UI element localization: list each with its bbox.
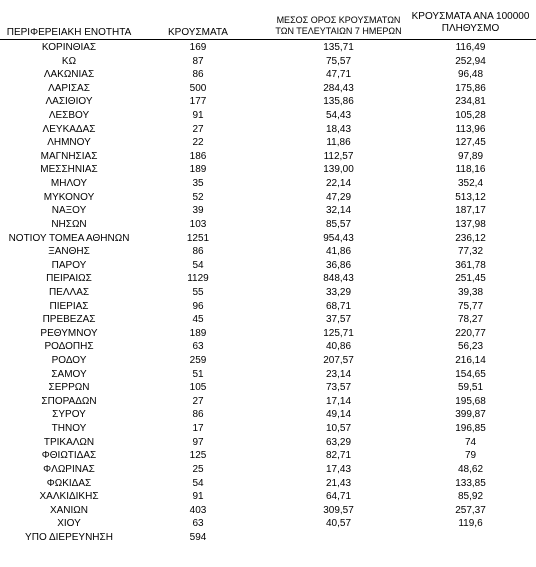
cell-cases: 594	[189, 531, 207, 543]
table-row	[0, 463, 536, 477]
cell-7day-average: 54,43	[325, 110, 352, 122]
cell-7day-average: 85,57	[325, 218, 352, 230]
table-row	[0, 313, 536, 327]
cell-region: ΧΑΝΙΩΝ	[49, 504, 89, 516]
cell-cases-per-100k: 78,27	[457, 314, 484, 326]
cell-region: ΣΑΜΟΥ	[51, 368, 87, 380]
cell-region: ΚΩ	[61, 55, 77, 67]
cell-region: ΤΗΝΟΥ	[51, 423, 87, 435]
table-row	[0, 259, 536, 273]
cell-cases-per-100k: 133,85	[455, 477, 486, 489]
cell-cases: 35	[192, 178, 204, 190]
header-7day-average-line1: ΜΕΣΟΣ ΟΡΟΣ ΚΡΟΥΣΜΑΤΩΝ	[276, 15, 401, 25]
cell-region: ΦΛΩΡΙΝΑΣ	[43, 463, 95, 475]
table-row	[0, 136, 536, 150]
cell-7day-average: 63,29	[325, 436, 352, 448]
table-row	[0, 163, 536, 177]
cell-7day-average: 47,71	[325, 69, 352, 81]
cell-cases-per-100k: 196,85	[455, 423, 486, 435]
cell-cases-per-100k: 39,38	[457, 286, 484, 298]
cell-region: ΛΑΡΙΣΑΣ	[48, 82, 90, 94]
cell-7day-average: 125,71	[323, 327, 354, 339]
cell-region: ΥΠΟ ΔΙΕΡΕΥΝΗΣΗ	[25, 531, 113, 543]
cell-region: ΝΟΤΙΟΥ ΤΟΜΕΑ ΑΘΗΝΩΝ	[8, 232, 130, 244]
table-row	[0, 41, 536, 55]
cell-cases-per-100k: 251,45	[455, 273, 486, 285]
cell-7day-average: 10,57	[325, 423, 352, 435]
cell-cases: 27	[192, 395, 204, 407]
table-row	[0, 123, 536, 137]
table-row	[0, 477, 536, 491]
cell-cases-per-100k: 56,23	[457, 341, 484, 353]
cell-cases-per-100k: 59,51	[457, 382, 484, 394]
table-row	[0, 381, 536, 395]
cell-cases-per-100k: 513,12	[455, 191, 486, 203]
cell-cases: 91	[192, 110, 204, 122]
cell-cases: 17	[192, 423, 204, 435]
table-row	[0, 286, 536, 300]
cell-cases-per-100k: 105,28	[455, 110, 486, 122]
table-row	[0, 504, 536, 518]
cell-region: ΦΩΚΙΔΑΣ	[46, 477, 92, 489]
cell-region: ΠΙΕΡΙΑΣ	[49, 300, 89, 312]
cell-region: ΜΕΣΣΗΝΙΑΣ	[40, 164, 98, 176]
cell-cases: 86	[192, 246, 204, 258]
cell-cases-per-100k: 79	[464, 450, 477, 462]
cell-region: ΛΗΜΝΟΥ	[47, 137, 91, 149]
cell-region: ΞΑΝΘΗΣ	[48, 246, 90, 258]
header-cases-per-100k-line1: ΚΡΟΥΣΜΑΤΑ ΑΝΑ 100000	[411, 11, 530, 22]
cell-7day-average: 309,57	[323, 504, 354, 516]
cell-cases-per-100k: 137,98	[455, 218, 486, 230]
cell-region: ΣΠΟΡΑΔΩΝ	[41, 395, 97, 407]
table-row	[0, 422, 536, 436]
cell-cases-per-100k: 116,49	[455, 42, 486, 53]
cell-7day-average: 135,71	[323, 42, 354, 53]
cell-cases: 39	[192, 205, 204, 217]
cell-cases: 25	[192, 463, 204, 475]
cell-cases-per-100k: 127,45	[455, 137, 486, 149]
table-row	[0, 68, 536, 82]
cell-region: ΦΘΙΩΤΙΔΑΣ	[41, 450, 97, 462]
cell-region: ΛΕΥΚΑΔΑΣ	[42, 123, 96, 135]
cell-region: ΠΕΙΡΑΙΩΣ	[46, 273, 92, 285]
cell-7day-average: 17,14	[325, 395, 352, 407]
cell-cases-per-100k: 234,81	[455, 96, 486, 108]
cell-7day-average: 82,71	[325, 450, 352, 462]
cell-region: ΤΡΙΚΑΛΩΝ	[43, 436, 95, 448]
cell-7day-average: 40,86	[325, 341, 352, 353]
cell-cases-per-100k: 119,6	[458, 518, 483, 530]
cell-7day-average: 40,57	[325, 518, 352, 530]
cell-region: ΠΑΡΟΥ	[51, 259, 87, 271]
header-7day-average	[272, 15, 405, 37]
cell-cases-per-100k: 195,68	[455, 395, 486, 407]
table-body	[0, 41, 536, 545]
cell-cases-per-100k: 352,4	[457, 178, 484, 190]
table-row	[0, 232, 536, 246]
cell-cases: 27	[192, 123, 204, 135]
cell-region: ΛΑΚΩΝΙΑΣ	[43, 69, 95, 81]
cell-cases: 63	[192, 341, 204, 353]
table-row	[0, 204, 536, 218]
cell-7day-average: 64,71	[325, 491, 352, 503]
cell-7day-average: 18,43	[325, 123, 352, 135]
cell-cases: 1129	[187, 273, 209, 285]
cell-cases-per-100k: 399,87	[455, 409, 486, 421]
cell-cases-per-100k: 85,92	[457, 491, 484, 503]
cell-cases-per-100k: 220,77	[455, 327, 486, 339]
cell-cases: 54	[192, 259, 204, 271]
cell-cases: 189	[189, 327, 207, 339]
cell-7day-average: 73,57	[325, 382, 352, 394]
table-row	[0, 177, 536, 191]
cell-cases: 87	[192, 55, 204, 67]
cell-region: ΠΡΕΒΕΖΑΣ	[42, 314, 96, 326]
cell-region: ΜΗΛΟΥ	[50, 178, 88, 190]
cell-cases: 52	[192, 191, 204, 203]
cell-cases-per-100k: 113,96	[455, 123, 486, 135]
cell-7day-average: 68,71	[325, 300, 352, 312]
header-region: ΠΕΡΙΦΕΡΕΙΑΚΗ ΕΝΟΤΗΤΑ	[6, 27, 132, 38]
cell-7day-average: 112,57	[323, 150, 354, 162]
cell-cases: 63	[192, 518, 204, 530]
table-row	[0, 95, 536, 109]
cell-cases-per-100k: 74	[464, 436, 477, 448]
cell-cases: 103	[189, 218, 207, 230]
table-row	[0, 300, 536, 314]
header-underline	[0, 39, 536, 40]
cell-region: ΣΕΡΡΩΝ	[48, 382, 90, 394]
cell-7day-average: 954,43	[323, 232, 354, 244]
table-row	[0, 150, 536, 164]
cell-7day-average: 33,29	[325, 286, 352, 298]
table-row	[0, 395, 536, 409]
cell-region: ΠΕΛΛΑΣ	[48, 286, 90, 298]
cell-cases: 177	[189, 96, 207, 108]
cell-cases: 125	[189, 450, 207, 462]
cell-region: ΚΟΡΙΝΘΙΑΣ	[41, 42, 97, 53]
cell-7day-average: 36,86	[325, 259, 352, 271]
cell-7day-average: 49,14	[325, 409, 352, 421]
table-row	[0, 531, 536, 545]
cell-region: ΛΕΣΒΟΥ	[48, 110, 90, 122]
table-row	[0, 218, 536, 232]
header-cases: ΚΡΟΥΣΜΑΤΑ	[168, 27, 228, 38]
table-row	[0, 82, 536, 96]
cell-cases-per-100k: 252,94	[455, 55, 486, 67]
cell-region: ΧΙΟΥ	[57, 518, 81, 530]
table-row	[0, 272, 536, 286]
table-row	[0, 191, 536, 205]
header-7day-average-line2: ΤΩΝ ΤΕΛΕΥΤΑΙΩΝ 7 ΗΜΕΡΩΝ	[275, 26, 402, 36]
cell-cases-per-100k: 236,12	[455, 232, 486, 244]
cell-cases-per-100k: 154,65	[455, 368, 486, 380]
cell-7day-average: 22,14	[325, 178, 352, 190]
cell-cases: 1251	[186, 232, 210, 244]
table-row	[0, 245, 536, 259]
table-row	[0, 368, 536, 382]
cell-cases: 86	[192, 69, 204, 81]
cell-cases: 54	[192, 477, 204, 489]
cell-7day-average: 848,43	[323, 273, 354, 285]
cell-7day-average: 37,57	[325, 314, 352, 326]
cell-cases: 96	[192, 300, 204, 312]
cell-7day-average: 23,14	[325, 368, 352, 380]
cell-cases-per-100k: 96,48	[457, 69, 484, 81]
cell-cases-per-100k: 75,77	[457, 300, 484, 312]
cell-cases-per-100k: 97,89	[457, 150, 484, 162]
header-cases-per-100k-line2: ΠΛΗΘΥΣΜΟ	[441, 23, 500, 34]
cell-cases-per-100k: 175,86	[455, 82, 486, 94]
cell-region: ΡΕΘΥΜΝΟΥ	[40, 327, 98, 339]
cell-7day-average: 17,43	[325, 463, 352, 475]
cell-cases: 189	[189, 164, 207, 176]
cell-cases: 55	[192, 286, 204, 298]
cell-7day-average: 207,57	[323, 355, 354, 367]
cell-cases: 169	[189, 42, 207, 53]
cell-cases: 51	[192, 368, 204, 380]
table-row	[0, 55, 536, 69]
table-row	[0, 327, 536, 341]
cell-cases: 186	[189, 150, 207, 162]
table-row	[0, 408, 536, 422]
cell-region: ΛΑΣΙΘΙΟΥ	[45, 96, 93, 108]
cell-cases: 97	[192, 436, 204, 448]
cell-cases-per-100k: 257,37	[455, 504, 486, 516]
table-row	[0, 490, 536, 504]
cell-region: ΡΟΔΟΠΗΣ	[44, 341, 94, 353]
cell-cases: 500	[189, 82, 207, 94]
table-row	[0, 340, 536, 354]
cell-region: ΧΑΛΚΙΔΙΚΗΣ	[39, 491, 99, 503]
table-row	[0, 354, 536, 368]
cell-cases: 105	[189, 382, 207, 394]
cell-7day-average: 75,57	[325, 55, 352, 67]
cell-region: ΝΗΣΩΝ	[51, 218, 87, 230]
header-cases-per-100k	[405, 11, 536, 35]
cell-cases-per-100k: 77,32	[457, 246, 484, 258]
table-row	[0, 436, 536, 450]
table-row	[0, 517, 536, 531]
table-header	[0, 0, 536, 40]
cell-cases-per-100k: 48,62	[457, 463, 484, 475]
cell-7day-average: 32,14	[325, 205, 352, 217]
cell-7day-average: 11,86	[326, 137, 351, 149]
cell-7day-average: 135,86	[323, 96, 354, 108]
cell-region: ΜΑΓΝΗΣΙΑΣ	[40, 150, 98, 162]
cell-cases: 22	[192, 137, 204, 149]
cell-cases-per-100k: 361,78	[455, 259, 486, 271]
cell-cases: 403	[189, 504, 207, 516]
cell-region: ΣΥΡΟΥ	[52, 409, 86, 421]
cell-7day-average: 41,86	[325, 246, 352, 258]
cell-region: ΜΥΚΟΝΟΥ	[43, 191, 95, 203]
cell-cases-per-100k: 118,16	[455, 164, 486, 176]
cell-cases: 91	[192, 491, 204, 503]
cell-cases-per-100k: 187,17	[455, 205, 486, 217]
cell-7day-average: 139,00	[323, 164, 354, 176]
cell-7day-average: 21,43	[325, 477, 352, 489]
cell-cases: 86	[192, 409, 204, 421]
table-row	[0, 449, 536, 463]
cell-cases: 259	[189, 355, 207, 367]
table-row	[0, 109, 536, 123]
cell-cases: 45	[192, 314, 204, 326]
cell-7day-average: 284,43	[323, 82, 354, 94]
cell-region: ΝΑΞΟΥ	[51, 205, 87, 217]
cell-7day-average: 47,29	[325, 191, 352, 203]
cell-region: ΡΟΔΟΥ	[51, 355, 87, 367]
cell-cases-per-100k: 216,14	[455, 355, 486, 367]
